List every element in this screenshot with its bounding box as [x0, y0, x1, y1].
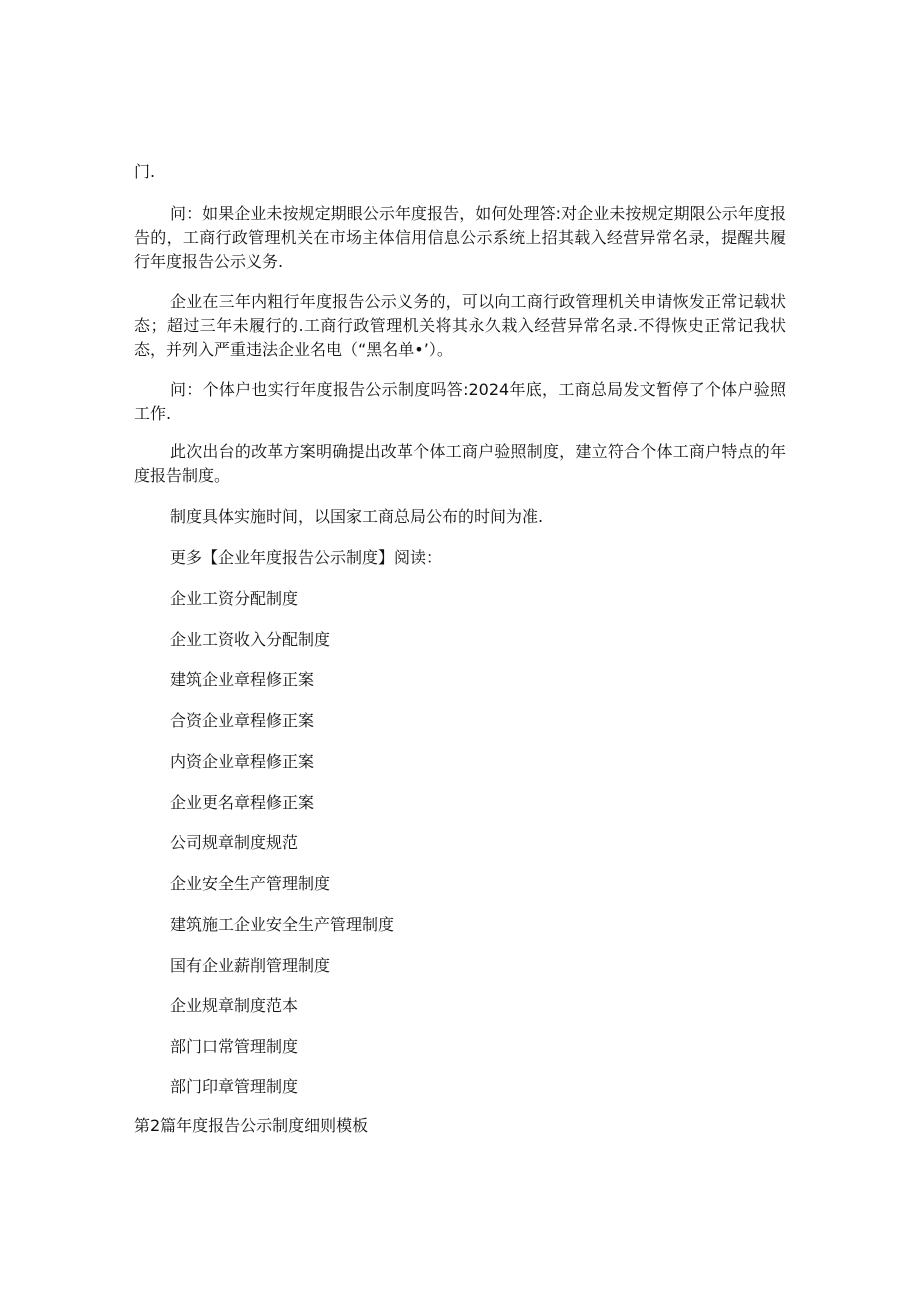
link-item[interactable]: 国有企业薪削管理制度	[170, 956, 331, 975]
paragraph-three-years: 企业在三年内粗行年度报告公示义务的，可以向工商行政管理机关申请恢发正常记载状态；超过三年未履行的.工商行政管理机关将其永久栽入经营异常名录.不得恢史正常记我状态，并列入严重违法企业名电（“黑名单•’）。	[134, 292, 786, 359]
paragraph-more-reading: 更多【企业年度报告公示制度】阅读：	[170, 548, 443, 567]
link-item[interactable]: 企业工资收入分配制度	[170, 630, 331, 649]
link-item[interactable]: 部门印章管理制度	[170, 1077, 299, 1096]
link-item[interactable]: 公司规章制度规范	[170, 833, 299, 852]
link-item[interactable]: 建筑施工企业安全生产管理制度	[170, 915, 395, 934]
link-item[interactable]: 内资企业章程修正案	[170, 752, 315, 771]
link-item[interactable]: 企业安全生产管理制度	[170, 874, 331, 893]
section-heading: 第2篇年度报告公示制度细则模板	[134, 1116, 369, 1135]
paragraph-individual-business: 问：个体户也实行年度报告公示制度吗答:2024年底，工商总局发文暂停了个体户验照工作.	[134, 380, 786, 423]
link-item[interactable]: 企业规章制度范本	[170, 996, 299, 1015]
paragraph-overdue-report: 问：如果企业未按规定期眼公示年度报告，如何处理答:对企业未按规定期限公示年度报告的，工商行政管理机关在市场主体信用信息公示系统上招其载入经营异常名录，提醒共履行年度报告公示义务.	[134, 204, 786, 271]
paragraph-reform-plan: 此次出台的改革方案明确提出改革个体工商户验照制度，建立符合个体工商户特点的年度报告制度。	[134, 442, 786, 485]
link-item[interactable]: 企业工资分配制度	[170, 589, 299, 608]
link-item[interactable]: 建筑企业章程修正案	[170, 670, 315, 689]
paragraph-implementation-time: 制度具体实施时间，以国家工商总局公布的时间为准.	[170, 507, 544, 526]
link-item[interactable]: 企业更名章程修正案	[170, 793, 315, 812]
link-item[interactable]: 合资企业章程修正案	[170, 711, 315, 730]
top-fragment: 门.	[134, 162, 156, 181]
link-item[interactable]: 部门口常管理制度	[170, 1037, 299, 1056]
